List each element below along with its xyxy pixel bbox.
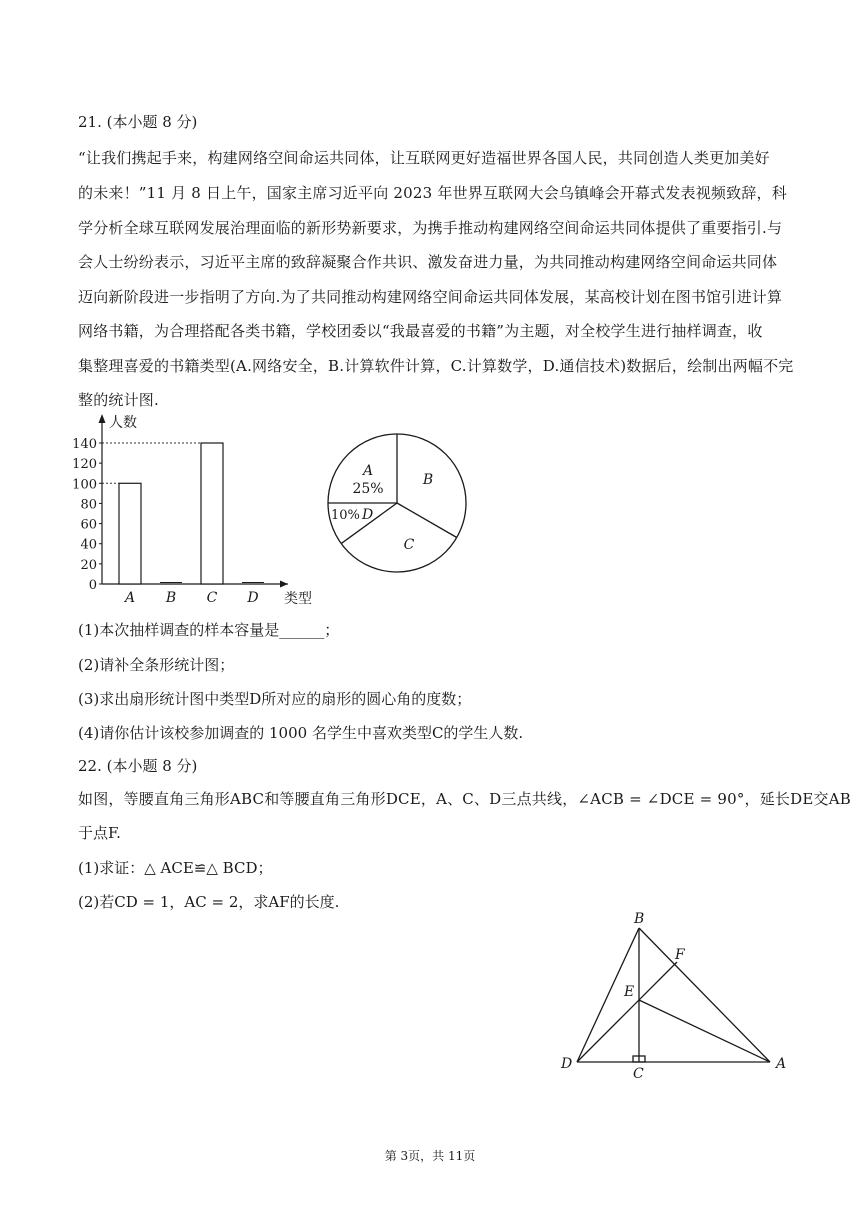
bar-chart: [72, 408, 318, 608]
y-tick-label: 120: [72, 457, 97, 473]
q21-paragraph-line-6: 网络书籍，为合理搭配各类书籍，学校团委以“我最喜爱的书籍”为主题，对全校学生进行抽样调查，收: [78, 322, 763, 340]
y-tick-label: 100: [72, 477, 97, 493]
q21-question-4: (4)请你估计该校参加调查的 1000 名学生中喜欢类型C的学生人数.: [78, 724, 524, 742]
y-tick-label: 40: [80, 537, 97, 553]
q21-question-2: (2)请补全条形统计图；: [78, 656, 235, 674]
pie-percent-D: 10%: [331, 508, 360, 523]
label-A: A: [776, 1056, 787, 1072]
x-tick-label: B: [165, 590, 177, 606]
triangle-figure: [555, 908, 795, 1088]
pie-chart: [322, 430, 472, 580]
y-tick-label: 80: [80, 497, 97, 513]
segment-DF: [577, 962, 677, 1062]
x-tick-label: D: [247, 590, 259, 606]
q21-paragraph-line-4: 会人士纷纷表示，习近平主席的致辞凝聚合作共识、激发奋进力量，为共同推动构建网络空间命运共同体: [78, 253, 778, 271]
q22-stem-line-2: 于点F.: [78, 824, 121, 842]
x-axis-title: 类型: [284, 591, 312, 607]
label-D: D: [561, 1056, 573, 1072]
q21-paragraph-line-7: 集整理喜爱的书籍类型(A.网络安全，B.计算软件计算，C.计算数学，D.通信技术)数据后，绘制出两幅不完: [78, 357, 794, 375]
bar: [119, 483, 141, 584]
bar: [201, 443, 223, 584]
q21-paragraph-line-2: 的未来！”11 月 8 日上午，国家主席习近平向 2023 年世界互联网大会乌镇峰会开幕式发表视频致辞，科: [78, 184, 787, 202]
y-tick-label: 0: [88, 578, 97, 593]
q22-stem-line-1: 如图，等腰直角三角形ABC和等腰直角三角形DCE，A、C、D三点共线，∠ACB = ∠DCE = 90°，延长DE交AB: [78, 790, 851, 808]
x-axis-arrow: [280, 581, 288, 588]
y-axis-arrow: [99, 414, 106, 423]
q22-question-1: (1)求证：△ ACE≌△ BCD；: [78, 859, 273, 877]
q21-paragraph-line-1: “让我们携起手来，构建网络空间命运共同体，让互联网更好造福世界各国人民，共同创造人类更加美好: [78, 149, 770, 167]
label-F: F: [675, 947, 685, 963]
x-tick-label: A: [124, 590, 136, 606]
q22-heading: 22. (本小题 8 分): [78, 757, 198, 775]
label-E: E: [624, 984, 635, 1000]
pie-percent-A: 25%: [352, 481, 384, 497]
q21-heading: 21. (本小题 8 分): [78, 113, 198, 131]
page-footer: 第 3页，共 11页: [384, 1149, 476, 1163]
q21-question-1: (1)本次抽样调查的样本容量是______；: [78, 621, 340, 639]
pie-label-B: B: [422, 472, 434, 488]
segment-EA: [639, 1000, 770, 1062]
label-C: C: [633, 1066, 644, 1082]
y-tick-label: 140: [72, 437, 97, 452]
pie-label-C: C: [403, 537, 415, 553]
q21-paragraph-line-3: 学分析全球互联网发展治理面临的新形势新要求，为携手推动构建网络空间命运共同体提供了重要指引.与: [78, 219, 783, 237]
y-axis-title: 人数: [109, 415, 137, 431]
q21-question-3: (3)求出扇形统计图中类型D所对应的扇形的圆心角的度数；: [78, 690, 472, 708]
q21-paragraph-line-8: 整的统计图.: [78, 391, 159, 409]
pie-label-A: A: [362, 463, 374, 479]
q22-question-2: (2)若CD = 1，AC = 2，求AF的长度.: [78, 893, 340, 911]
q21-paragraph-line-5: 迈向新阶段进一步指明了方向.为了共同推动构建网络空间命运共同体发展，某高校计划在图书馆引进计算: [78, 288, 783, 306]
y-tick-label: 20: [80, 557, 97, 573]
y-tick-label: 60: [80, 517, 97, 533]
label-B: B: [634, 911, 645, 927]
pie-label-D: D: [362, 507, 374, 523]
segment-BA: [639, 928, 770, 1062]
x-tick-label: C: [206, 590, 218, 606]
